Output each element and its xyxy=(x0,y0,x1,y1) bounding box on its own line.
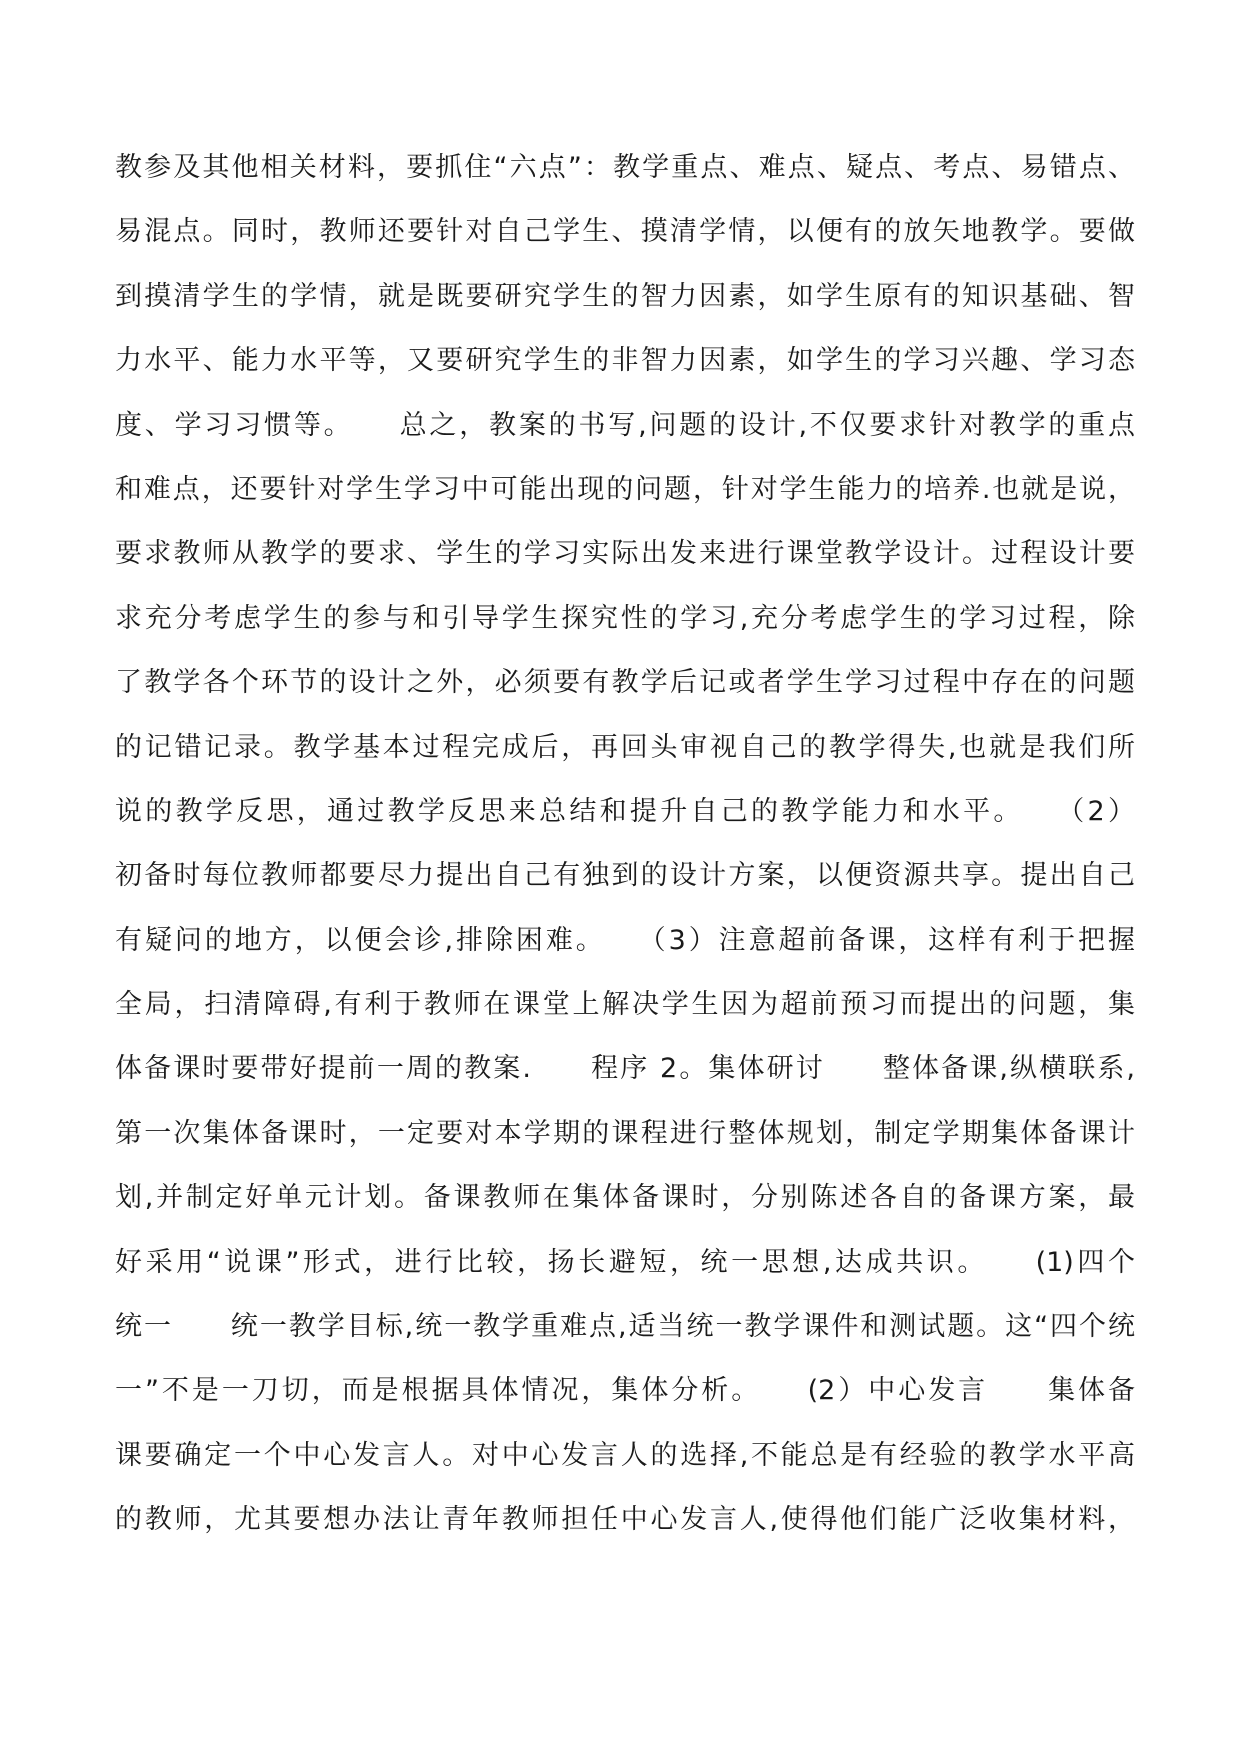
text-line: 初备时每位教师都要尽力提出自己有独到的设计方案，以便资源共享。提出自己 xyxy=(115,860,1135,892)
text-line: 划,并制定好单元计划。备课教师在集体备课时，分别陈述各自的备课方案，最 xyxy=(115,1182,1135,1214)
text-line: 了教学各个环节的设计之外，必须要有教学后记或者学生学习过程中存在的问题 xyxy=(115,667,1135,699)
text-line: 要求教师从教学的要求、学生的学习实际出发来进行课堂教学设计。过程设计要 xyxy=(115,538,1135,570)
body-text xyxy=(115,136,1135,1553)
text-line: 一”不是一刀切，而是根据具体情况，集体分析。 (2）中心发言 集体备 xyxy=(115,1375,1135,1407)
text-line: 统一 统一教学目标,统一教学重难点,适当统一教学课件和测试题。这“四个统 xyxy=(115,1311,1135,1343)
text-line: 说的教学反思，通过教学反思来总结和提升自己的教学能力和水平。 （2） xyxy=(115,795,1135,827)
text-line: 求充分考虑学生的参与和引导学生探究性的学习,充分考虑学生的学习过程，除 xyxy=(115,602,1135,634)
text-line: 课要确定一个中心发言人。对中心发言人的选择,不能总是有经验的教学水平高 xyxy=(115,1439,1135,1471)
text-line: 第一次集体备课时，一定要对本学期的课程进行整体规划，制定学期集体备课计 xyxy=(115,1117,1135,1149)
text-line: 易混点。同时，教师还要针对自己学生、摸清学情，以便有的放矢地教学。要做 xyxy=(115,216,1135,248)
text-line: 力水平、能力水平等，又要研究学生的非智力因素，如学生的学习兴趣、学习态 xyxy=(115,345,1135,377)
text-line: 有疑问的地方，以便会诊,排除困难。 （3）注意超前备课，这样有利于把握 xyxy=(115,924,1135,956)
text-line: 的记错记录。教学基本过程完成后，再回头审视自己的教学得失,也就是我们所 xyxy=(115,731,1135,763)
text-line: 度、学习习惯等。 总之，教案的书写,问题的设计,不仅要求针对教学的重点 xyxy=(115,409,1135,441)
text-line: 教参及其他相关材料，要抓住“六点”：教学重点、难点、疑点、考点、易错点、 xyxy=(115,152,1135,183)
text-line: 和难点，还要针对学生学习中可能出现的问题，针对学生能力的培养.也就是说， xyxy=(115,473,1135,505)
text-line: 全局，扫清障碍,有利于教师在课堂上解决学生因为超前预习而提出的问题，集 xyxy=(115,989,1135,1021)
text-line: 好采用“说课”形式，进行比较，扬长避短，统一思想,达成共识。 (1)四个 xyxy=(115,1246,1135,1278)
text-line: 体备课时要带好提前一周的教案. 程序 2。集体研讨 整体备课,纵横联系, xyxy=(115,1053,1135,1085)
text-line: 到摸清学生的学情，就是既要研究学生的智力因素，如学生原有的知识基础、智 xyxy=(115,280,1135,312)
text-line: 的教师，尤其要想办法让青年教师担任中心发言人,使得他们能广泛收集材料， xyxy=(115,1504,1135,1536)
